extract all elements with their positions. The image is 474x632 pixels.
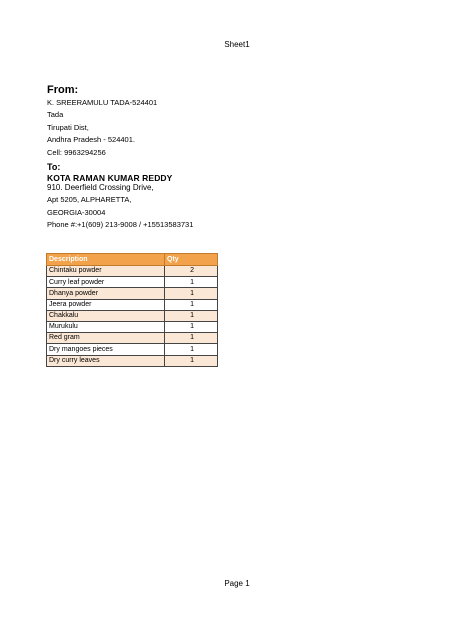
to-phone: Phone #:+1(609) 213-9008 / +15513583731 (47, 219, 194, 229)
item-qty: 1 (165, 310, 218, 321)
item-qty: 1 (165, 288, 218, 299)
column-header-description: Description (47, 254, 165, 266)
sheet-title: Sheet1 (224, 40, 250, 49)
page-number: Page 1 (224, 579, 250, 588)
table-row (47, 277, 218, 288)
item-qty: 1 (165, 321, 218, 332)
item-description: Chakkalu (47, 310, 165, 321)
item-description: Jeera powder (47, 299, 165, 310)
to-address-line: 910. Deerfield Crossing Drive, (47, 183, 154, 192)
from-phone: Cell: 9963294256 (47, 147, 106, 157)
to-address-line: GEORGIA-30004 (47, 207, 106, 217)
column-header-qty: Qty (165, 254, 218, 266)
items-table (46, 253, 218, 367)
from-address (47, 97, 157, 159)
table-row (47, 321, 218, 332)
table-row (47, 310, 218, 321)
item-description: Dry curry leaves (47, 355, 165, 366)
table-header-row (47, 254, 218, 266)
table-row (47, 355, 218, 366)
table-row (47, 266, 218, 277)
from-address-line: Andhra Pradesh - 524401. (47, 135, 135, 145)
item-description: Curry leaf powder (47, 277, 165, 288)
table-row (47, 344, 218, 355)
table-row (47, 333, 218, 344)
table-row (47, 299, 218, 310)
item-qty: 1 (165, 355, 218, 366)
to-address (47, 182, 193, 231)
from-address-line: K. SREERAMULU TADA-524401 (47, 98, 158, 107)
from-address-line: Tirupati Dist, (47, 122, 89, 132)
item-description: Dhanya powder (47, 288, 165, 299)
item-description: Chintaku powder (47, 266, 165, 277)
item-qty: 1 (165, 277, 218, 288)
item-qty: 1 (165, 344, 218, 355)
item-qty: 1 (165, 299, 218, 310)
to-heading: To: (47, 162, 61, 172)
item-description: Red gram (47, 333, 165, 344)
from-heading: From: (47, 84, 79, 96)
table-row (47, 288, 218, 299)
from-address-line: Tada (47, 110, 64, 120)
item-qty: 2 (165, 266, 218, 277)
to-address-line: Apt 5205, ALPHARETTA, (47, 195, 132, 205)
item-qty: 1 (165, 333, 218, 344)
recipient-name: KOTA RAMAN KUMAR REDDY (47, 173, 173, 183)
item-description: Murukulu (47, 321, 165, 332)
item-description: Dry mangoes pieces (47, 344, 165, 355)
